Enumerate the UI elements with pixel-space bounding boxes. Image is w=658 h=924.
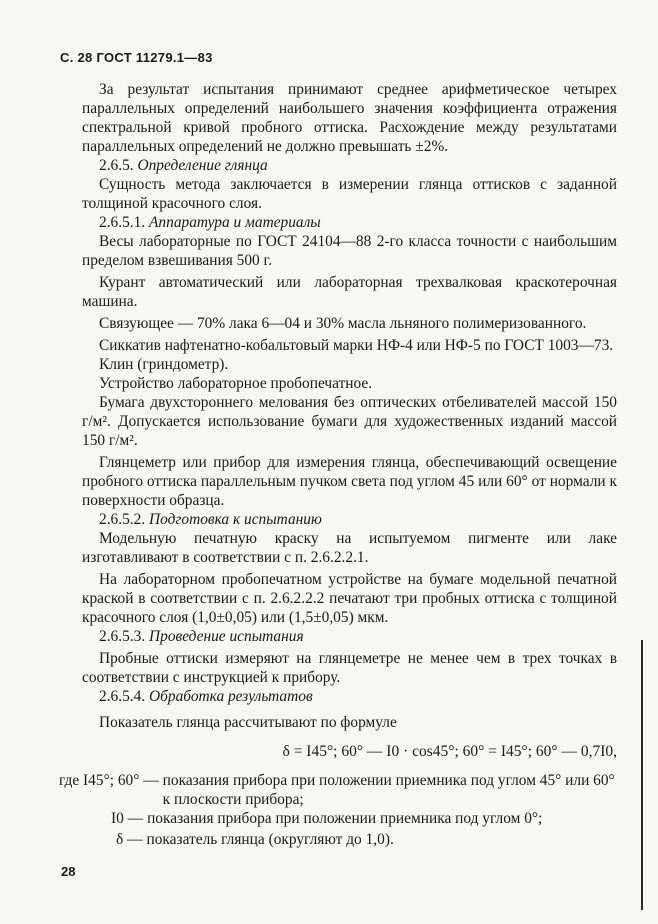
definition-text: показания прибора при положении приемника под углом 45° или 60° к плоскости прибора; xyxy=(162,772,615,808)
section-heading xyxy=(82,687,617,706)
section-heading xyxy=(82,627,617,646)
page-number: 28 xyxy=(61,864,76,879)
paragraph: Бумага двухстороннего мелования без оптических отбеливателей массой 150 г/м². Допускается использование бумаги для художественных изданий массой 150 г/м². xyxy=(82,394,617,449)
paragraph: Клин (гриндометр). xyxy=(99,356,229,373)
paragraph: Весы лабораторные по ГОСТ 24104—88 2-го класса точности с наибольшим пределом взвешивания 500 г. xyxy=(82,233,617,269)
gloss-formula: δ = I45°; 60° — I0 · cos45°; 60° = I45°; 60° — 0,7I0, xyxy=(282,743,617,760)
section-title: Проведение испытания xyxy=(149,628,304,645)
paragraph: Модельную печатную краску на испытуемом пигменте или лаке изготавливают в соответствии с п. 2.6.2.2.1. xyxy=(82,530,617,566)
definition-row xyxy=(59,771,617,809)
section-heading xyxy=(82,510,617,529)
paragraph: Курант автоматический или лабораторная трехвалковая краскотерочная машина. xyxy=(82,274,617,310)
scan-edge-line xyxy=(641,640,643,910)
paragraph: Показатель глянца рассчитывают по формуле xyxy=(99,714,397,731)
page-header: С. 28 ГОСТ 11279.1—83 xyxy=(60,50,213,65)
paragraph: Глянцеметр или прибор для измерения глянца, обеспечивающий освещение пробного оттиска параллельным пучком света под углом 45 или 60° от нормали к поверхности образца. xyxy=(82,454,617,509)
paragraph: За результат испытания принимают среднее арифметическое четырех параллельных определений наибольшего значения коэффициента отражения спектральной кривой пробного оттиска. Расхождение между результатами параллельных определений не должно превышать ±2%. xyxy=(82,81,617,155)
section-title: Аппаратура и материалы xyxy=(149,214,321,231)
paragraph: Сущность метода заключается в измерении глянца оттисков с заданной толщиной красочного слоя. xyxy=(82,176,617,212)
definition-symbol: I0 — xyxy=(111,810,144,827)
paragraph: Сиккатив нафтенатно-кобальтовый марки НФ-4 или НФ-5 по ГОСТ 1003—73. xyxy=(99,337,614,354)
section-title: Подготовка к испытанию xyxy=(149,511,322,528)
definition-row xyxy=(59,809,617,828)
paragraph: На лабораторном пробопечатном устройстве на бумаге модельной печатной краской в соответствии с п. 2.6.2.2.2 печатают три пробных оттиска с толщиной красочного слоя (1,0±0,05) или (1,5±0,05) мкм. xyxy=(82,571,617,626)
definition-text: показания прибора при положении приемника под углом 0°; xyxy=(147,810,543,827)
definition-symbol: δ — xyxy=(116,831,143,848)
section-title: Обработка результатов xyxy=(149,688,313,705)
definition-symbol: где I45°; 60° — xyxy=(59,772,159,789)
definition-row xyxy=(59,830,617,849)
section-number: 2.6.5.4. xyxy=(99,688,146,705)
paragraph: Пробные оттиски измеряют на глянцеметре не менее чем в трех точках в соответствии с инструкцией к прибору. xyxy=(82,650,617,686)
formula-definitions xyxy=(59,771,617,849)
section-number: 2.6.5.3. xyxy=(99,628,146,645)
section-number: 2.6.5. xyxy=(99,157,134,174)
section-heading xyxy=(82,213,617,232)
definition-text: показатель глянца (округляют до 1,0). xyxy=(146,831,394,848)
section-number: 2.6.5.1. xyxy=(99,214,146,231)
body-text xyxy=(59,80,617,849)
section-heading xyxy=(82,156,617,175)
section-number: 2.6.5.2. xyxy=(99,511,146,528)
paragraph: Устройство лабораторное пробопечатное. xyxy=(99,375,373,392)
section-title: Определение глянца xyxy=(137,157,268,174)
paragraph: Связующее — 70% лака 6—04 и 30% масла льняного полимеризованного. xyxy=(99,315,587,332)
